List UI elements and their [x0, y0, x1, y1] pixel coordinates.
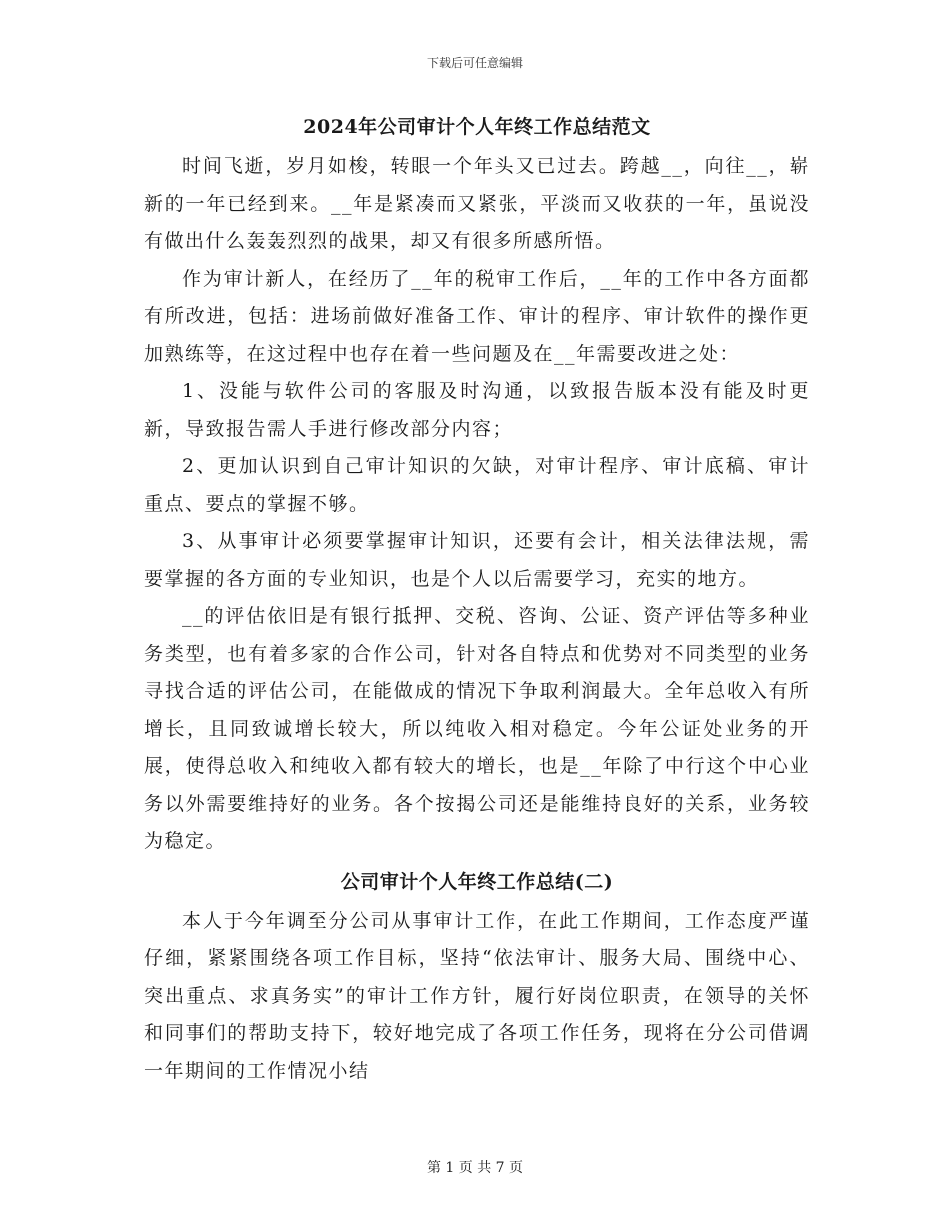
- list-item: 1、没能与软件公司的客服及时沟通，以致报告版本没有能及时更新，导致报告需人手进行修改部分内容；: [144, 380, 810, 440]
- page-footer: 第 1 页 共 7 页: [426, 1160, 524, 1176]
- document-title: 2024年公司审计个人年终工作总结范文: [303, 116, 651, 138]
- paragraph: 本人于今年调至分公司从事审计工作，在此工作期间，工作态度严谨仔细，紧紧围绕各项工作目标，坚持“依法审计、服务大局、围绕中心、突出重点、求真务实”的审计工作方针，履行好岗位职责，在领导的关怀和同事们的帮助支持下，较好地完成了各项工作任务，现将在分公司借调一年期间的工作情况小结: [144, 909, 810, 1082]
- list-item: 2、更加认识到自己审计知识的欠缺，对审计程序、审计底稿、审计重点、要点的掌握不够。: [144, 455, 810, 515]
- paragraph: 作为审计新人，在经历了__年的税审工作后，__年的工作中各方面都有所改进，包括：进场前做好准备工作、审计的程序、审计软件的操作更加熟练等，在这过程中也存在着一些问题及在__年需要改进之处：: [144, 267, 810, 365]
- list-item: 3、从事审计必须要掌握审计知识，还要有会计，相关法律法规，需要掌握的各方面的专业知识，也是个人以后需要学习，充实的地方。: [144, 530, 810, 590]
- document-body: [144, 110, 810, 1090]
- section-title: 公司审计个人年终工作总结(二): [340, 870, 614, 893]
- paragraph: 时间飞逝，岁月如梭，转眼一个年头又已过去。跨越__，向往__，崭新的一年已经到来。__年是紧凑而又紧张，平淡而又收获的一年，虽说没有做出什么轰轰烈烈的战果，却又有很多所感所悟。: [144, 155, 810, 252]
- page-header: 下载后可任意编辑: [426, 56, 523, 70]
- paragraph: __的评估依旧是有银行抵押、交税、咨询、公证、资产评估等多种业务类型，也有着多家的合作公司，针对各自特点和优势对不同类型的业务寻找合适的评估公司，在能做成的情况下争取利润最大。全年总收入有所增长，且同致诚增长较大，所以纯收入相对稳定。今年公证处业务的开展，使得总收入和纯收入都有较大的增长，也是__年除了中行这个中心业务以外需要维持好的业务。各个按揭公司还是能维持良好的关系，业务较为稳定。: [144, 605, 810, 852]
